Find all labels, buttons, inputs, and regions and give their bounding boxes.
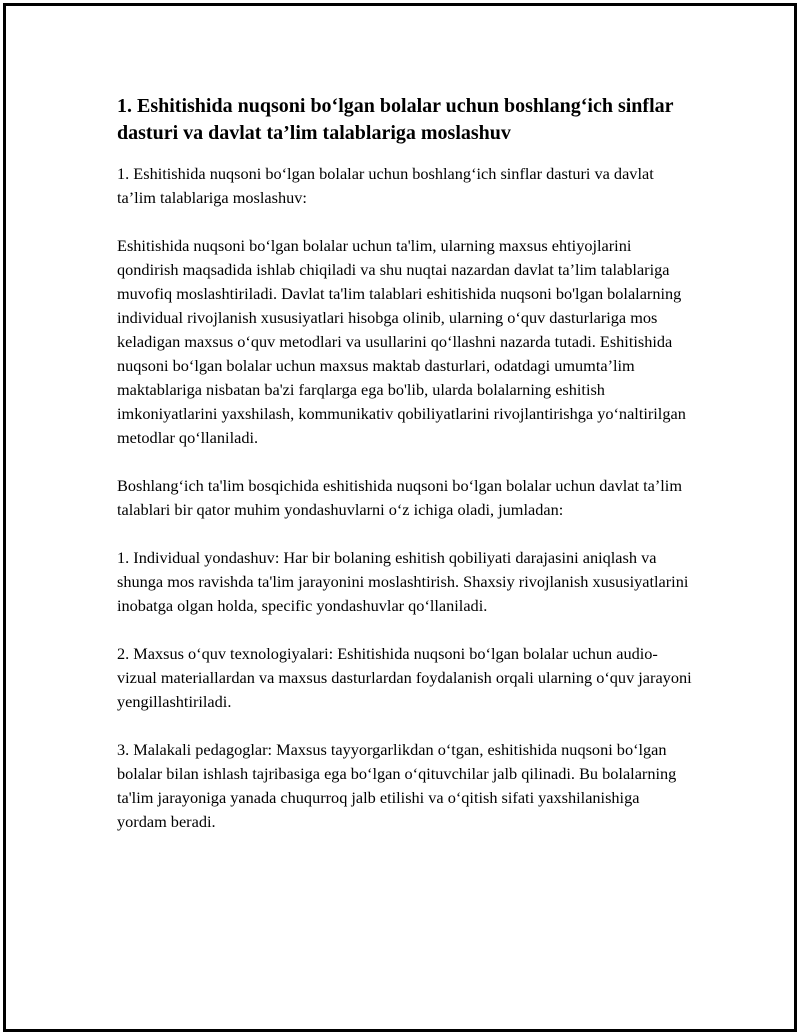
intro-paragraph: 1. Eshitishida nuqsoni bo‘lgan bolalar uchun boshlang‘ich sinflar dasturi va davlat ta’lim talablariga moslashuv:: [117, 164, 654, 207]
document-heading: 1. Eshitishida nuqsoni bo‘lgan bolalar uchun boshlang‘ich sinflar dasturi va davlat ta’lim talablariga moslashuv: [117, 95, 674, 144]
list-item-individual-approach: 1. Individual yondashuv: Har bir bolaning eshitish qobiliyati darajasini aniqlash va shunga mos ravishda ta'lim jarayonini moslashtirish. Shaxsiy rivojlanish xususiyatlarini inobatga olgan holda, specific yondashuvlar qo‘llaniladi.: [117, 548, 689, 615]
document-body: [117, 93, 692, 834]
approaches-intro-paragraph: Boshlang‘ich ta'lim bosqichida eshitishida nuqsoni bo‘lgan bolalar uchun davlat ta’lim talablari bir qator muhim yondashuvlarni o‘z ichiga oladi, jumladan:: [117, 476, 682, 519]
body-paragraph: Eshitishida nuqsoni bo‘lgan bolalar uchun ta'lim, ularning maxsus ehtiyojlarini qondirish maqsadida ishlab chiqiladi va shu nuqtai nazardan davlat ta’lim talablariga muvofiq moslashtiriladi. Davlat ta'lim talablari eshitishida nuqsoni bo'lgan bolalarning individual rivojlanish xususiyatlari hisobga olinib, ularning o‘quv dasturlariga mos keladigan maxsus o‘quv metodlari va usullarini qo‘llashni nazarda tutadi. Eshitishida nuqsoni bo‘lgan bolalar uchun maxsus maktab dasturlari, odatdagi umumta’lim maktablariga nisbatan ba'zi farqlarga ega bo'lib, ularda bolalarning eshitish imkoniyatlarini yaxshilash, kommunikativ qobiliyatlarini rivojlantirishga yo‘naltirilgan metodlar qo‘llaniladi.: [117, 236, 686, 447]
list-item-learning-technologies: 2. Maxsus o‘quv texnologiyalari: Eshitishida nuqsoni bo‘lgan bolalar uchun audio-vizual materiallardan va maxsus dasturlardan foydalanish orqali ularning o‘quv jarayoni yengillashtiriladi.: [117, 644, 692, 711]
list-item-qualified-teachers: 3. Malakali pedagoglar: Maxsus tayyorgarlikdan o‘tgan, eshitishida nuqsoni bo‘lgan bolalar bilan ishlash tajribasiga ega bo‘lgan o‘qituvchilar jalb qilinadi. Bu bolalarning ta'lim jarayoniga yanada chuqurroq jalb etilishi va o‘qitish sifati yaxshilanishiga yordam beradi.: [117, 740, 677, 831]
